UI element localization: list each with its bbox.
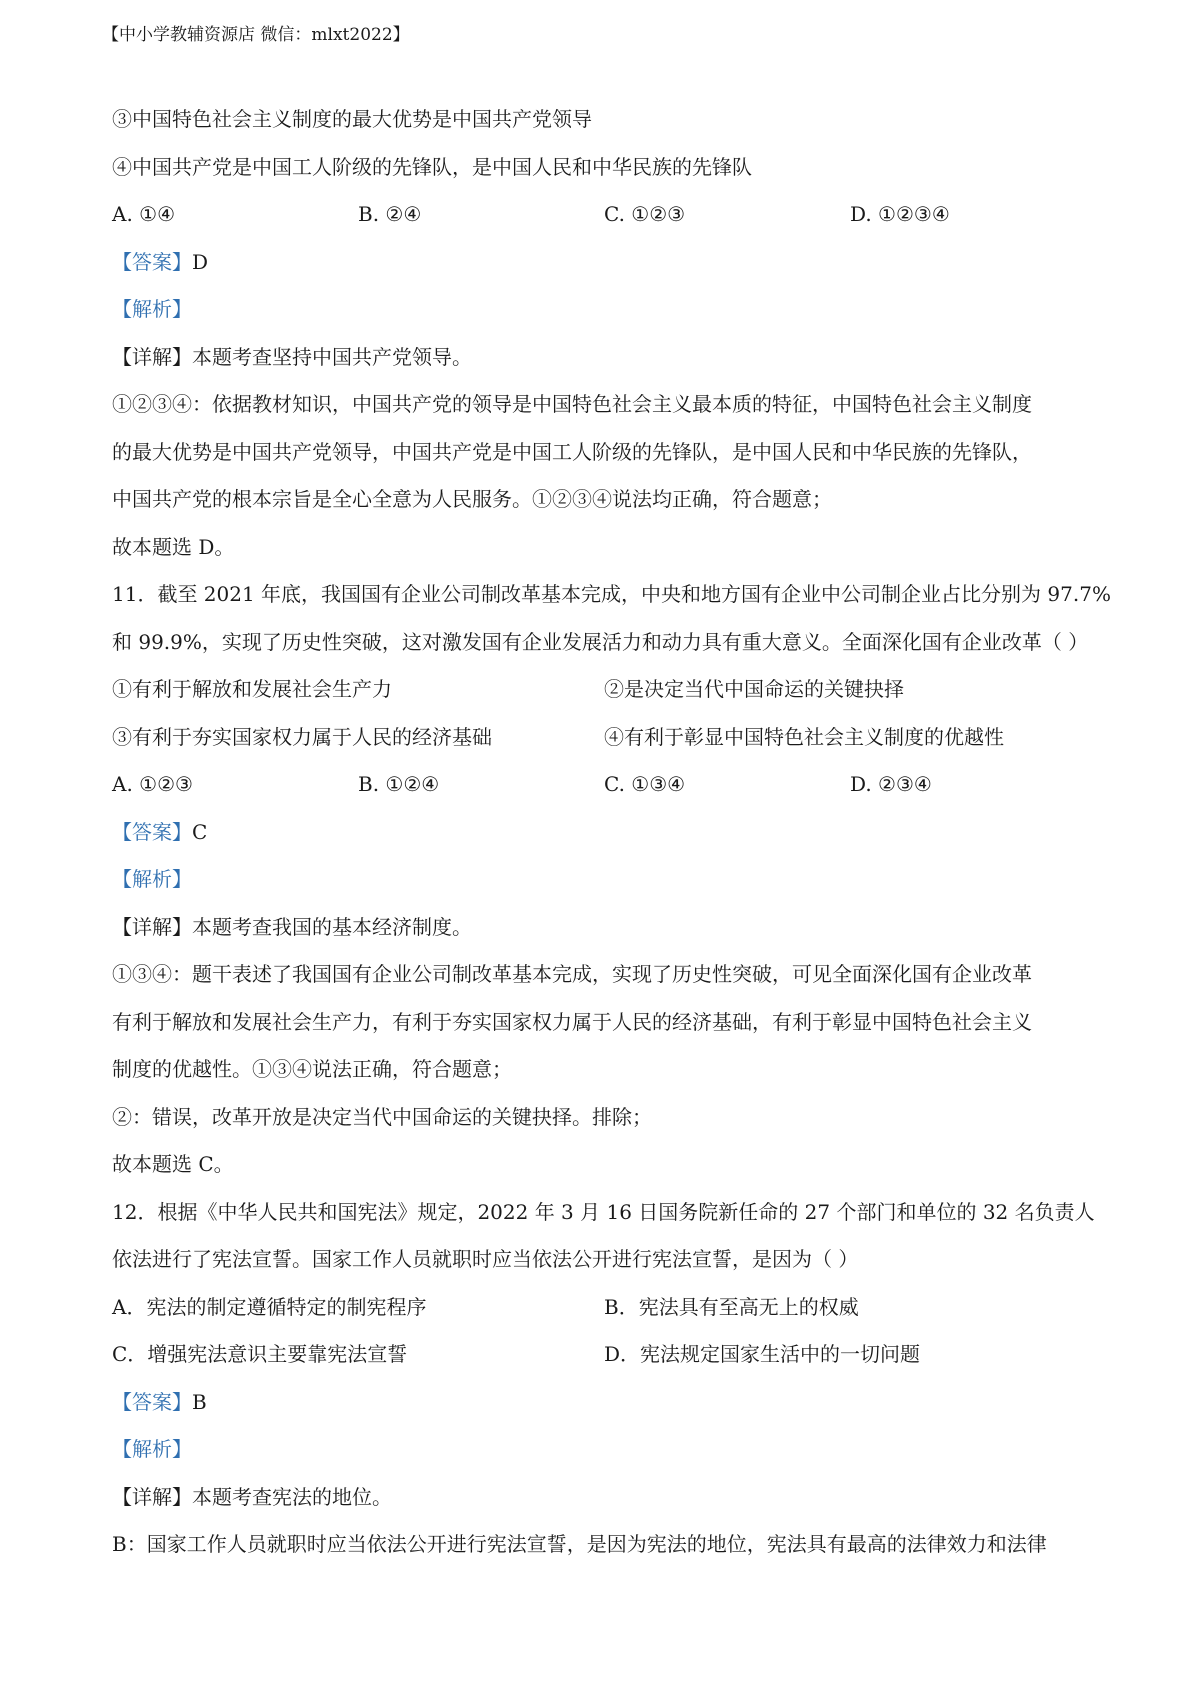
answer-value: B [192, 1389, 207, 1414]
answer-value: D [192, 249, 209, 274]
q12-stem-line: 12．根据《中华人民共和国宪法》规定，2022 年 3 月 16 日国务院新任命的 27 个部门和单位的 32 名负责人 [112, 1199, 1095, 1224]
q11-option-c: C. ①③④ [604, 772, 686, 796]
q10-options [112, 191, 1122, 239]
q11-statement-2: ②是决定当代中国命运的关键抉择 [604, 677, 904, 701]
q10-detail [112, 334, 1122, 382]
q12-detail [112, 1474, 1122, 1522]
detail-topic: 本题考查宪法的地位。 [192, 1484, 392, 1509]
answer-tag: 【答案】 [112, 1389, 192, 1414]
q11-detail [112, 904, 1122, 952]
q10-option-b: B. ②④ [358, 202, 422, 226]
q11-conclusion: 故本题选 C。 [112, 1152, 234, 1176]
q10-option-a: A. ①④ [112, 202, 176, 226]
q11-options [112, 761, 1122, 809]
q10-explain-line: 中国共产党的根本宗旨是全心全意为人民服务。①②③④说法均正确，符合题意； [112, 487, 832, 511]
q11-explain-line: ①③④：题干表述了我国国有企业公司制改革基本完成，实现了历史性突破，可见全面深化国有企业改革 [112, 962, 1032, 986]
q10-option-d: D. ①②③④ [850, 202, 950, 226]
q11-statements-row [112, 666, 1122, 714]
q12-options-row [112, 1284, 1122, 1332]
q11-answer [112, 809, 1122, 857]
q11-explain-line: ②：错误，改革开放是决定当代中国命运的关键抉择。排除； [112, 1104, 652, 1129]
q10-answer [112, 239, 1122, 287]
q11-statement-1: ①有利于解放和发展社会生产力 [112, 677, 392, 701]
q11-explain-line: 制度的优越性。①③④说法正确，符合题意； [112, 1057, 512, 1081]
q10-explain-line: ①②③④：依据教材知识，中国共产党的领导是中国特色社会主义最本质的特征，中国特色社会主义制度 [112, 392, 1032, 416]
q12-option-d: D．宪法规定国家生活中的一切问题 [604, 1342, 921, 1366]
q11-statement-4: ④有利于彰显中国特色社会主义制度的优越性 [604, 724, 1004, 749]
detail-tag: 【详解】 [112, 1484, 192, 1509]
q10-statement-3: ③中国特色社会主义制度的最大优势是中国共产党领导 [112, 107, 592, 131]
detail-tag: 【详解】 [112, 914, 192, 939]
answer-tag: 【答案】 [112, 819, 192, 844]
q11-statements-row [112, 714, 1122, 762]
q11-option-b: B. ①②④ [358, 772, 440, 796]
q12-option-b: B．宪法具有至高无上的权威 [604, 1294, 859, 1319]
q12-explain-line: B：国家工作人员就职时应当依法公开进行宪法宣誓，是因为宪法的地位，宪法具有最高的法律效力和法律 [112, 1532, 1047, 1556]
q11-option-a: A. ①②③ [112, 772, 193, 796]
q12-option-a: A．宪法的制定遵循特定的制宪程序 [112, 1294, 427, 1319]
q12-option-c: C．增强宪法意识主要靠宪法宣誓 [112, 1342, 408, 1366]
q12-stem-line: 依法进行了宪法宣誓。国家工作人员就职时应当依法公开进行宪法宣誓，是因为（ ） [112, 1247, 859, 1271]
detail-topic: 本题考查我国的基本经济制度。 [192, 914, 472, 939]
detail-tag: 【详解】 [112, 344, 192, 369]
answer-value: C [192, 819, 208, 844]
q11-analysis-tag: 【解析】 [112, 867, 192, 891]
q11-stem-line: 和 99.9%，实现了历史性突破，这对激发国有企业发展活力和动力具有重大意义。全面深化国有企业改革（ ） [112, 629, 1089, 654]
q11-option-d: D. ②③④ [850, 772, 932, 796]
q12-analysis-tag: 【解析】 [112, 1437, 192, 1461]
q12-options-row [112, 1331, 1122, 1379]
detail-topic: 本题考查坚持中国共产党领导。 [192, 344, 472, 369]
q10-explain-line: 的最大优势是中国共产党领导，中国共产党是中国工人阶级的先锋队，是中国人民和中华民族的先锋队， [112, 439, 1032, 464]
q12-answer [112, 1379, 1122, 1427]
page-header: 【中小学教辅资源店 微信：mlxt2022】 [102, 25, 410, 45]
q11-stem-line: 11．截至 2021 年底，我国国有企业公司制改革基本完成，中央和地方国有企业中公司制企业占比分别为 97.7% [112, 582, 1111, 606]
document-body [112, 96, 1122, 1569]
q10-analysis-tag: 【解析】 [112, 297, 192, 321]
answer-tag: 【答案】 [112, 249, 192, 274]
q10-option-c: C. ①②③ [604, 202, 686, 226]
q10-statement-4: ④中国共产党是中国工人阶级的先锋队，是中国人民和中华民族的先锋队 [112, 154, 752, 179]
q11-statement-3: ③有利于夯实国家权力属于人民的经济基础 [112, 724, 492, 749]
q10-conclusion: 故本题选 D。 [112, 534, 235, 559]
q11-explain-line: 有利于解放和发展社会生产力，有利于夯实国家权力属于人民的经济基础，有利于彰显中国特色社会主义 [112, 1009, 1032, 1034]
